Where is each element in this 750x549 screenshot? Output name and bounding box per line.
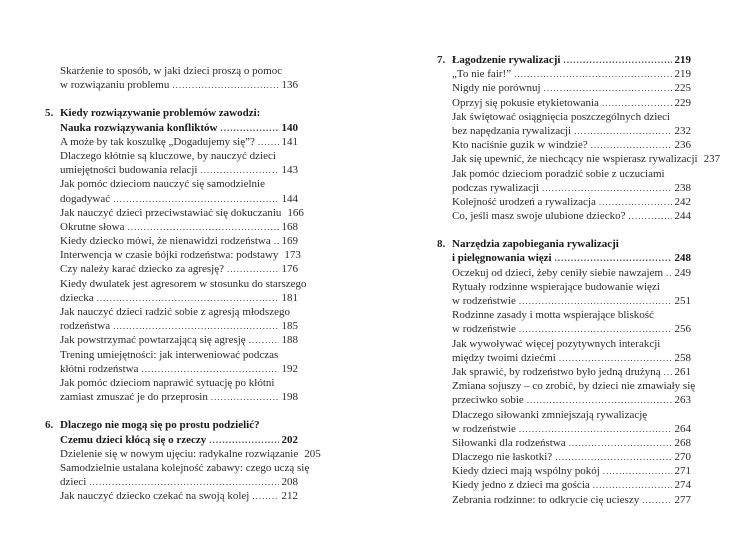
page-number: 271 [674,465,691,478]
entry-text: Kiedy dwulatek jest agresorem w stosunku do starszego [60,277,307,290]
toc-entry [45,447,321,461]
toc-entry-line [437,422,691,436]
toc-entry-line [437,393,691,407]
chapter-title-line [437,251,691,265]
toc-entry [45,376,298,404]
entry-text: dzieci [60,476,87,489]
toc-entry [45,305,298,333]
entry-text: Okrutne słowa [60,220,125,233]
page-number: 185 [281,320,298,333]
dot-leader [200,163,278,177]
toc-entry [437,138,691,152]
toc-entry-line [45,248,301,262]
toc-entry-line [437,436,691,450]
toc-entry-line [45,362,298,376]
dot-leader [220,121,278,135]
entry-text: Jak pomóc dzieciom nauczyć się samodzielnie [60,178,265,191]
entry-text: Nauka rozwiązywania konfliktów [60,121,218,134]
entry-text: Jak pomóc dzieciom naprawić sytuację po kłótni [60,376,275,389]
toc-entry [437,67,691,81]
dot-leader [642,493,671,507]
entry-text: Kolejność urodzeń a rywalizacja [452,195,596,208]
dot-leader [227,262,279,276]
page-number: 268 [674,436,691,449]
toc-entry [45,177,298,205]
toc-entry [437,96,691,110]
toc-entry-line [45,475,298,489]
dot-leader [664,365,672,379]
entry-text: A może by tak koszulkę „Dogadujemy się”? [60,135,255,148]
toc-entry-line [437,195,691,209]
toc-entry [45,461,310,489]
dot-leader [629,209,672,223]
dot-leader [514,67,671,81]
toc-chapter [45,106,307,404]
dot-leader [249,333,279,347]
toc-chapter [45,418,321,503]
toc-entry [437,266,691,280]
toc-entry-line [437,181,691,195]
entry-text: dziecka [60,291,94,304]
dot-leader [603,464,672,478]
toc-entry-line [45,489,298,503]
entry-text: przeciwko sobie [452,394,524,407]
chapter-title-line [437,53,691,67]
toc-entry-line [45,220,298,234]
entry-text: między twoimi dziećmi [452,351,556,364]
toc-entry-line [437,493,691,507]
toc-entry-line [45,234,298,248]
entry-text: zamiast zmuszać je do przeprosin [60,391,208,404]
page-number: 270 [674,451,691,464]
entry-text: Jak świętować osiągnięcia poszczególnych dzieci [452,110,671,123]
dot-leader [113,192,278,206]
entry-text: Czy należy karać dziecko za agresję? [60,263,224,276]
entry-text: dogadywać [60,192,111,205]
entry-text: Kiedy dziecko mówi, że nienawidzi rodzeństwa [60,235,271,248]
toc-entry [437,81,691,95]
entry-text: Zmiana sojuszy – co zrobić, by dzieci nie zmawiały się [452,380,696,393]
entry-text: Dzielenie się w nowym ujęciu: radykalne rozwiązanie [60,447,299,460]
toc-entry [437,365,691,379]
page-number: 205 [304,447,321,460]
entry-text: Zebrania rodzinne: to odkrycie cię ucieszy [452,493,640,506]
toc-entry-line [437,81,691,95]
page-number: 212 [281,490,298,503]
entry-text: w rodzeństwie [452,295,516,307]
table-of-contents-left [45,64,321,503]
page-number: 251 [674,295,691,307]
toc-entry-line [437,478,691,492]
page-number: 136 [281,79,298,92]
page-number: 248 [674,252,691,265]
toc-entry-line [45,78,298,92]
toc-entry-line [437,209,691,223]
entry-text: Jak pomóc dzieciom poradzić sobie z uczuciami [452,167,665,180]
dot-leader [602,96,672,110]
toc-entry-line [437,337,691,351]
page-number: 236 [674,139,691,152]
page-number: 229 [674,96,691,109]
toc-entry [437,195,691,209]
table-of-contents-right [437,53,721,507]
chapter-title-line [45,433,298,447]
entry-text: Kiedy rozwiązywanie problemów zawodzi: [60,107,261,120]
dot-leader [519,322,672,336]
toc-entry-line [437,351,691,365]
page-number: 242 [674,195,691,208]
toc-entry [45,248,301,262]
toc-entry-line [45,177,298,191]
entry-text: Trening umiejętności: jak interweniować podczas [60,348,279,361]
spacer [45,404,298,418]
toc-entry [45,348,298,376]
toc-entry [437,110,691,138]
entry-text: Rytuały rodzinne wspierające budowanie więzi [452,280,660,293]
dot-leader [172,78,278,92]
dot-leader [274,234,279,248]
page-number: 256 [674,323,691,336]
toc-entry [45,234,298,248]
toc-entry [437,379,696,407]
page-number: 181 [281,291,298,304]
entry-text: Co, jeśli masz swoje ulubione dziecko? [452,210,626,223]
toc-entry-line [437,294,691,308]
toc-entry-line [437,450,691,464]
page-number: 238 [674,181,691,194]
page-number: 225 [674,82,691,95]
entry-text: w rozwiązaniu problemu [60,79,170,92]
dot-leader [555,251,672,265]
page-number: 261 [674,365,691,378]
entry-text: i pielęgnowania więzi [452,252,552,265]
entry-text: w rodzeństwie [452,323,516,336]
entry-text: Rodzinne zasady i motta wspierające bliskość [452,309,654,322]
page-number: 166 [287,206,304,219]
entry-text: Jak nauczyć dziecko czekać na swoją kolej [60,490,250,503]
right-page [375,0,750,549]
toc-entry-line [437,365,691,379]
toc-entry [45,262,298,276]
page-number: 144 [281,192,298,205]
page-number: 192 [281,362,298,375]
toc-entry-line [45,291,298,305]
dot-leader [666,266,671,280]
toc-entry-line [45,461,310,475]
toc-entry-line [45,64,298,78]
page-number: 237 [703,153,721,166]
dot-leader [89,475,278,489]
toc-entry-line [45,376,298,390]
toc-entry-line [45,206,304,220]
page-number: 219 [674,68,691,81]
toc-entry-line [437,67,691,81]
toc-entry-line [437,322,691,336]
page-number: 258 [674,351,691,364]
toc-chapter [437,53,721,223]
page-number: 274 [674,479,691,492]
page-number: 249 [674,266,691,279]
page-number: 263 [674,394,691,407]
page-number: 219 [674,54,691,66]
entry-text: bez napędzania rywalizacji [452,124,572,137]
toc-entry-line [45,262,298,276]
toc-entry-line [437,124,691,138]
toc-entry-line [45,348,298,362]
page-number: 277 [674,493,691,506]
entry-text: Samodzielnie ustalana kolejność zabawy: czego uczą się [60,461,310,474]
entry-text: Łagodzenie rywalizacji [452,54,561,66]
page-number: 202 [281,433,298,446]
toc-entry [437,209,691,223]
dot-leader [142,362,279,376]
page-number: 188 [281,334,298,347]
chapter-number: 7. [437,54,446,66]
toc-entry [437,436,691,450]
chapter-title-line [437,237,691,251]
dot-leader [599,195,672,209]
entry-text: Kiedy dzieci mają wspólny pokój [452,465,600,478]
toc-entry-line [45,192,298,206]
toc-entry [45,220,298,234]
page-number: 176 [281,263,298,276]
dot-leader [519,294,672,308]
toc-entry-line [437,96,691,110]
dot-leader [559,351,672,365]
entry-text: Jak nauczyć dzieci radzić sobie z agresją młodszego [60,306,290,318]
entry-text: Narzędzia zapobiegania rywalizacji [452,238,619,251]
page-number: 143 [281,164,298,177]
chapter-title-line [45,418,298,432]
toc-entry-line [437,308,691,322]
entry-text: Dlaczego nie mogą się po prostu podzielić? [60,419,260,432]
page-number: 244 [674,210,691,223]
entry-text: kłótni rodzeństwa [60,362,139,375]
chapter-number: 6. [45,419,54,432]
dot-leader [519,422,672,436]
toc-entry [437,478,691,492]
dot-leader [593,478,672,492]
toc-entry [45,206,304,220]
dot-leader [127,220,278,234]
chapter-title-line [45,121,298,135]
entry-text: „To nie fair!” [452,68,512,81]
spacer [437,223,691,237]
entry-text: Jak powstrzymać powtarzającą się agresję [60,334,246,347]
page-number: 198 [281,391,298,404]
entry-text: Oprzyj się pokusie etykietowania [452,96,599,109]
page-number: 264 [674,422,691,435]
toc-entry-line [437,379,696,393]
entry-text: Dlaczego kłótnie są kluczowe, by nauczyć dzieci [60,149,276,162]
toc-entry-line [437,138,691,152]
toc-entry-line [45,305,298,319]
page-number: 169 [281,235,298,248]
toc-entry [45,489,298,503]
entry-text: podczas rywalizacji [452,181,540,194]
page-number: 173 [284,249,301,262]
dot-leader [542,181,671,195]
toc-entry [437,167,691,195]
dot-leader [258,135,279,149]
dot-leader [211,390,279,404]
entry-text: Kiedy jedno z dzieci ma gościa [452,479,590,492]
entry-text: Jak się upewnić, że niechcący nie wspierasz rywalizacji [452,153,698,166]
dot-leader [113,319,278,333]
dot-leader [569,436,672,450]
toc-entry-line [437,266,691,280]
entry-text: umiejętności budowania relacji [60,164,198,177]
toc-entry-line [45,163,298,177]
toc-entry [437,280,691,308]
toc-entry [437,337,691,365]
dot-leader [591,138,672,152]
toc-entry [45,277,307,305]
toc-entry-line [45,447,321,461]
entry-text: Jak wywoływać więcej pozytywnych interakcji [452,337,661,350]
toc-entry-line [437,408,691,422]
page-number: 140 [281,121,298,134]
dot-leader [563,53,671,67]
entry-text: Dlaczego nie łaskotki? [452,451,553,464]
dot-leader [209,433,278,447]
chapter-number: 8. [437,238,446,251]
toc-entry [437,308,691,336]
entry-text: Jak sprawić, by rodzeństwo było jedną drużyną [452,365,661,378]
dot-leader [252,489,278,503]
toc-entry [437,450,691,464]
entry-text: Interwencja w czasie bójki rodzeństwa: podstawy [60,249,279,262]
toc-entry [45,135,298,149]
toc-entry [437,464,691,478]
dot-leader [97,291,279,305]
toc-entry [437,152,721,166]
entry-text: Oczekuj od dzieci, żeby ceniły siebie nawzajem [452,266,664,279]
toc-entry-line [45,333,298,347]
entry-text: Czemu dzieci kłócą się o rzeczy [60,433,207,446]
entry-text: Skarżenie to sposób, w jaki dzieci proszą o pomoc [60,65,283,77]
page-number: 208 [281,476,298,489]
entry-text: Siłowanki dla rodzeństwa [452,436,566,449]
dot-leader [544,81,672,95]
toc-entry-line [437,110,691,124]
dot-leader [555,450,671,464]
spacer [45,92,298,106]
entry-text: Jak nauczyć dzieci przeciwstawiać się dokuczaniu [60,206,282,219]
dot-leader [574,124,671,138]
toc-entry-line [437,464,691,478]
toc-entry-line [437,152,721,166]
entry-text: w rodzeństwie [452,422,516,435]
dot-leader [527,393,672,407]
toc-chapter [437,237,696,507]
toc-entry [45,64,298,92]
entry-text: Dlaczego siłowanki zmniejszają rywalizację [452,408,648,421]
toc-entry [437,408,691,436]
page-number: 232 [674,124,691,137]
chapter-title-line [45,106,298,120]
toc-entry-line [45,319,298,333]
toc-entry-line [45,135,298,149]
page-number: 141 [281,135,298,148]
entry-text: rodzeństwa [60,320,111,333]
entry-text: Nigdy nie porównuj [452,82,541,95]
toc-entry-line [45,149,298,163]
entry-text: Kto naciśnie guzik w windzie? [452,139,588,152]
toc-entry [45,333,298,347]
page-number: 168 [281,220,298,233]
toc-entry-line [45,390,298,404]
toc-entry-line [437,280,691,294]
toc-entry [45,149,298,177]
toc-entry-line [437,167,691,181]
toc-entry [437,493,691,507]
toc-entry-line [45,277,307,291]
chapter-number: 5. [45,107,54,120]
